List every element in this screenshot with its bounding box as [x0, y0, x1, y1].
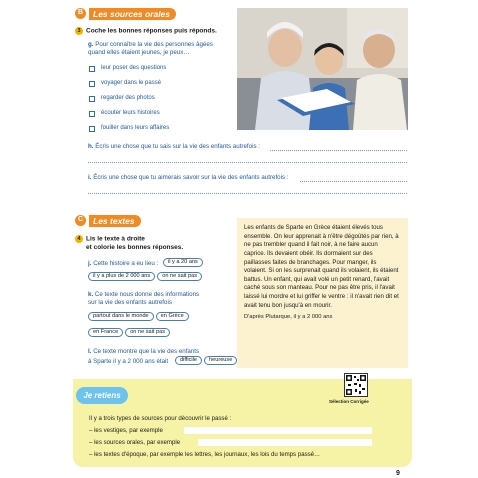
- checkbox-icon[interactable]: [89, 126, 95, 132]
- answer-pill[interactable]: il y a 20 ans: [163, 258, 203, 267]
- q3-i-text: i. Écris une chose que tu aimerais savoir sur la vie des enfants autrefois :: [88, 174, 289, 181]
- section-c-letter: C: [75, 215, 86, 226]
- q4-k-text-1: k. Ce texte nous donne des informations: [88, 291, 200, 298]
- section-b-title: Les sources orales: [89, 8, 176, 20]
- section-b-letter: B: [75, 8, 86, 19]
- photo-illustration: [237, 8, 408, 130]
- question-4: [75, 235, 145, 244]
- section-c-header: [75, 214, 141, 227]
- question-3-title: Coche les bonnes réponses puis réponds.: [86, 27, 217, 35]
- section-c-title: Les textes: [89, 215, 141, 227]
- retiens-fill-1[interactable]: [184, 427, 372, 434]
- answer-line-i-1[interactable]: [300, 181, 407, 182]
- k-options-row1: [88, 312, 191, 321]
- section-b-header: [75, 7, 176, 20]
- page-number: 9: [396, 470, 400, 477]
- answer-pill[interactable]: en Grèce: [156, 312, 189, 321]
- checkbox-icon[interactable]: [89, 66, 95, 72]
- checkbox-icon[interactable]: [89, 81, 95, 87]
- answer-pill[interactable]: en France: [88, 328, 123, 337]
- retiens-fill-2[interactable]: [198, 439, 372, 446]
- j-options-row2: [88, 272, 204, 281]
- question-3-number: 3: [75, 27, 83, 35]
- q3-g-text-2: quand elles étaient jeunes, je peux…: [88, 49, 190, 56]
- q4-l-text-2: à Sparte il y a 2 000 ans était: [88, 358, 169, 365]
- passage-source: D'après Plutarque, il y a 2 000 ans: [244, 314, 333, 321]
- q3-h-text: h. Écris une chose que tu sais sur la vie des enfants autrefois :: [88, 143, 260, 150]
- passage-box: [237, 218, 408, 368]
- question-4-title-2: et colorie les bonnes réponses.: [86, 244, 184, 251]
- q3-g-text-1: g. Pour connaître la vie des personnes âgées: [88, 41, 213, 48]
- answer-pill[interactable]: partout dans le monde: [88, 312, 154, 321]
- checkbox-icon[interactable]: [89, 111, 95, 117]
- qr-code-pattern: [345, 374, 367, 396]
- retiens-line-3: – les textes d'époque, par exemple les lettres, les journaux, les lois du temps passé…: [89, 451, 321, 458]
- answer-line-h-2[interactable]: [88, 162, 407, 163]
- option-row[interactable]: regarder des photos: [89, 95, 155, 103]
- option-row[interactable]: écouter leurs histoires: [89, 110, 160, 118]
- question-3: [75, 27, 217, 36]
- photo-grandparents-reading: [237, 8, 408, 130]
- answer-pill[interactable]: on ne sait pas: [157, 272, 202, 281]
- q4-k-text-2: sur la vie des enfants autrefois: [88, 299, 172, 306]
- option-row[interactable]: fouiller dans leurs affaires: [89, 125, 169, 133]
- qr-code-icon: [344, 373, 368, 397]
- q4-l-text-1: l. Ce texte montre que la vie des enfants: [88, 348, 200, 355]
- retiens-tab: Je retiens: [76, 387, 128, 404]
- qr-label: Sélection Corrigée: [329, 399, 369, 404]
- l-options: [175, 356, 239, 365]
- retiens-line-2: – les sources orales, par exemple: [89, 439, 181, 446]
- j-options-row1: [163, 258, 205, 267]
- q4-j-text: j. Cette histoire a eu lieu :: [88, 260, 159, 267]
- passage-text: Les enfants de Sparte en Grèce étaient élevés tous ensemble. On leur apprenait à n'être dégoûtés par rien, à ne pas trembler quand il fait noir, à ne faire aucun caprice. Ils devaient obéir. Ils dormaient sur des paillasses faites de branchages. Pour manger, ils volaient. Si on les surprenait quand ils volaient, ils étaient battus. Un enfant, qui avait volé un petit renard, l'avait caché sous son manteau. Pour ne pas être pris, il l'avait laissé lui mordre et lui griffer le ventre : il n'avait rien dit et avait tenu bon jusqu'à en mourir.: [244, 224, 399, 309]
- question-4-title-1: Lis le texte à droite: [86, 235, 145, 243]
- k-options-row2: [88, 328, 172, 337]
- option-row[interactable]: voyager dans le passé: [89, 80, 161, 88]
- answer-pill[interactable]: il y a plus de 2 000 ans: [88, 272, 155, 281]
- answer-line-h-1[interactable]: [270, 150, 407, 151]
- answer-line-i-2[interactable]: [88, 193, 407, 194]
- checkbox-icon[interactable]: [89, 96, 95, 102]
- retiens-intro: Il y a trois types de sources pour découvrir le passé :: [89, 415, 232, 422]
- answer-pill[interactable]: on ne sait pas: [125, 328, 170, 337]
- question-4-number: 4: [75, 235, 83, 243]
- answer-pill[interactable]: difficile: [175, 356, 202, 365]
- answer-pill[interactable]: heureuse: [204, 356, 237, 365]
- retiens-line-1: – les vestiges, par exemple: [89, 427, 163, 434]
- option-row[interactable]: leur poser des questions: [89, 65, 166, 73]
